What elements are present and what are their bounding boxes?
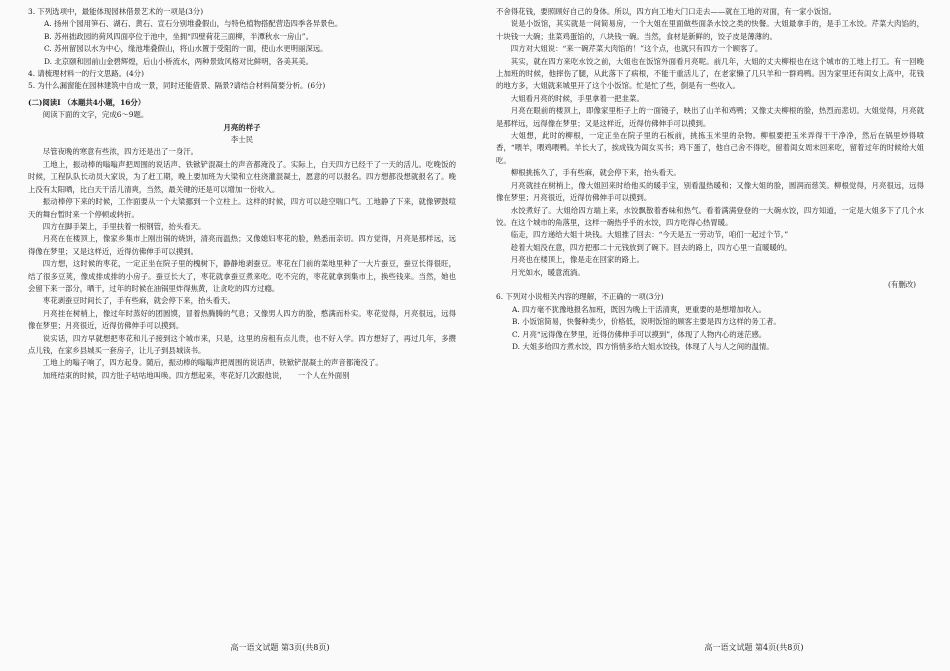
paragraph: 工地上的嗡子响了，四方起身。随后，振动棒的嗡嗡声把周围的说话声、铁锨铲混凝土的声音都淹没了。 [42,358,383,368]
q6-option-d: D. 大姐多给四方煮水饺，四方悄悄多给大姐水饺钱，体现了人与人之间的温情。 [512,341,774,351]
paragraph: 说是小饭馆，其实就是一间简易房，一个大姐在里面做些面条水饺之类的快餐。大姐最拿手的，是手工水饺。芹菜大肉馅的，十块钱一大碗；韭菜鸡蛋馅的，八块钱一碗。当然，食材是新鲜的，饺子皮是薄薄的。 [496,19,924,41]
paragraph: 大姐看月亮的时候，手里拿着一把韭菜。 [510,93,644,103]
paragraph: 枣花剥蚕豆时间长了，手有些麻，就会停下来，抬头看天。 [42,296,235,306]
question-6: 6. 下列对小说相关内容的理解，不正确的一项(3分) [496,292,664,302]
reading-intro: 阅读下面的文字，完成6～9题。 [42,110,149,120]
paragraph: 工地上，振动棒的嗡嗡声把周围的说话声、铁锨铲混凝土的声音都淹没了。实际上，白天四方已经干了一天的活儿。吃晚饭的时候，工程队队长动员大家说，为了赶工期，晚上要加班为大梁和立柱浇灌混凝土，愿意的可以报名。四方想都没想就报名了。晚上没有太阳晒，比白天干活儿清爽，当然，最关键的还是可以增加一份收入。 [28,159,456,194]
paragraph: 月亮也在楼顶上，像是走在回家的路上。 [510,255,644,265]
q3-option-b: B. 苏州拙政园的荷风四面亭位于池中，坐拥“四壁荷花三面柳，半潭秋水一房山”。 [44,31,313,41]
question-4: 4. 请梳理材料一的行文思路。(4分) [28,69,144,79]
paragraph: 加班结束的时候，四方肚子咕咕地叫唤。四方想起来，枣花好几次跟他说， 一个人在外面别 [42,370,350,380]
q6-option-b: B. 小饭馆简易，快餐种类少，价格低，说明饭馆的顾客主要是四方这样的务工者。 [512,317,781,327]
paragraph: 四方对大姐说：“来一碗芹菜大肉馅的！”这个点，也就只有四方一个顾客了。 [510,44,763,54]
paragraph: 月亮就挂在树梢上，像大姐回来时给他买的暖手宝，别看温热暖和；又像大姐的脸，圆润而慈笑。柳根觉得，月亮很远，远得像在梦里；月亮很近，近得仿佛伸手可以摸到。 [496,180,924,203]
page-4-column [496,6,924,618]
paragraph: 柳根挑拣久了，手有些麻，就会停下来，抬头看天。 [510,168,681,178]
paragraph: 临走，四方递给大姐十块钱。大姐推了回去：“今天是五一劳动节，咱们一起过个节。” [510,230,789,240]
page-footer-left: 高一语文试题 第3页(共8页) [230,643,330,652]
paragraph: 趁着大姐没在意，四方把那二十元钱放到了碗下。回去的路上，四方心里一直暖暖的。 [510,242,792,252]
q3-option-c: C. 苏州留园以水为中心，缘池堆叠假山，将山水置于受阻的一面，使山水更明丽深远。 [44,44,328,54]
paragraph: 说实话，四方早就想把枣花和儿子接到这个城市来，只是，这里的房租有点儿贵，也不好入学。四方想好了，再过几年，多攒点儿钱，在家乡县城买一套房子，让儿子到县城读书。 [28,333,456,355]
paragraph: 月光如水，暖意流淌。 [510,267,585,277]
article-author: 李士民 [230,135,254,145]
paragraph: 大姐想，此时的柳根，一定正坐在院子里的石板前，挑拣玉米里的杂物。柳根要把玉米弄得干干净净，然后在锅里炒得喷香，“喂羊，喂鸡喂鸭。羊长大了，挨成钱为闺女买书；鸡下蛋了，他自己舍不得吃，留着闺女周末回来吃，留着过年的时候给大姐吃。 [496,131,924,165]
paragraph: 振动棒停下来的时候，工作面要从一个大梁挪到一个立柱上。这样的时候，四方可以趁空喘口气。工地静了下来，就像锣鼓喧天的舞台暂时来一个停顿或转折。 [28,197,456,219]
paragraph: 水饺煮好了。大姐给四方端上来，水饺飘散着香味和热气。看着满满登登的一大碗水饺，四方知道，一定是大姐多下了几个水饺。在这个城市的角落里，这样一碗热乎乎的水饺，四方吃得心热胃暖。 [496,205,924,227]
question-3: 3. 下列选项中，最能体现园林借景艺术的一项是(3分) [28,7,204,16]
paragraph: 尽管夜晚的寒意有些浓，四方还是出了一身汗。 [42,147,199,157]
paragraph: 月亮在在楼顶上，像家乡集市上刚出锅的烧饼，清亮而温热；又像媳妇枣花的脸，熟悉而亲切。四方觉得，月亮是那样远，远得像在梦里；又是这样近，近得仿佛伸手可以摸到。 [28,234,456,256]
q6-option-c: C. 月亮“远得像在梦里，近得仿佛伸手可以摸到”，体现了人物内心的迷茫感。 [512,329,767,339]
page-3-column [28,6,456,618]
edit-note: (有删改) [888,279,916,289]
q3-option-d: D. 北京颐和园前山金碧辉煌，后山小桥流水，两种景致风格对比鲜明，各美其美。 [44,56,314,66]
paragraph: 不舍得花钱，要照顾好自己的身体。所以，四方向工地大门口走去——就在工地的对面，有一家小饭馆。 [496,7,836,16]
article-title: 月亮的样子 [223,122,261,132]
question-5: 5. 为什么漏窗能在园林建筑中自成一景，同时还能借景、隔景?请结合材料简要分析。(6分) [28,81,326,91]
paragraph: 四方在脚手架上，手里扶着一根钢管，抬头看天。 [42,221,206,231]
section-heading: (二)阅读Ⅰ （本题共4小题，16分） [28,97,146,107]
q6-option-a: A. 四方毫不犹豫地报名加班，既因为晚上干活清爽，更重要的是想增加收入。 [512,304,766,314]
q3-option-a: A. 扬州个园用笋石、湖石、黄石、宣石分别堆叠假山，与特色植物搭配营造四季各异景色。 [44,19,343,29]
page-footer-right: 高一语文试题 第4页(共8页) [704,643,804,652]
paragraph: 四方想，这时候的枣花，一定正坐在院子里的槐树下，静静地剥蚕豆。枣花在门前的菜地里种了一大片蚕豆，蚕豆长得很旺，结了很多豆荚，像成排成排的小房子。蚕豆长大了，枣花就拿蚕豆煮来吃。吃不完的，枣花就拿到集市上，换些钱来。当然，她也会留下来一部分，晒干，过年的时候在油锅里炸得焦黄，让贪吃的四方过瘾。 [28,259,456,293]
paragraph: 其实，就在四方来吃水饺之前，大姐也在饭馆外面看月亮呢。前几年，大姐的丈夫柳根也在这个城市的工地上打工。有一回晚上加班的时候，他摔伤了腿，从此落下了病根，不能干重活儿了，在老家懒了几只羊和一群鸡鸭。因为家里还有闺女上高中，花钱的地方多，大姐就来城里开了这个小饭馆。忙是忙了些，倒是有一些收入。 [496,56,924,91]
paragraph: 月亮挂在树梢上，像过年时蒸好的团圆馍，冒着热腾腾的气息；又像男人四方的脸，憨满而朴实。枣花觉得，月亮很远，远得像在梦里；月亮很近，近得仿佛伸手可以摸到。 [28,308,456,331]
paragraph: 月亮在眼前的楼顶上，即像家里柜子上的一面镜子，映出了山羊和鸡鸭；又像丈夫柳根的脸，热烈而悲切。大姐觉得，月亮就是那样远，远得像在梦里；又是这样近，近得仿佛伸手可以摸到。 [496,106,924,128]
